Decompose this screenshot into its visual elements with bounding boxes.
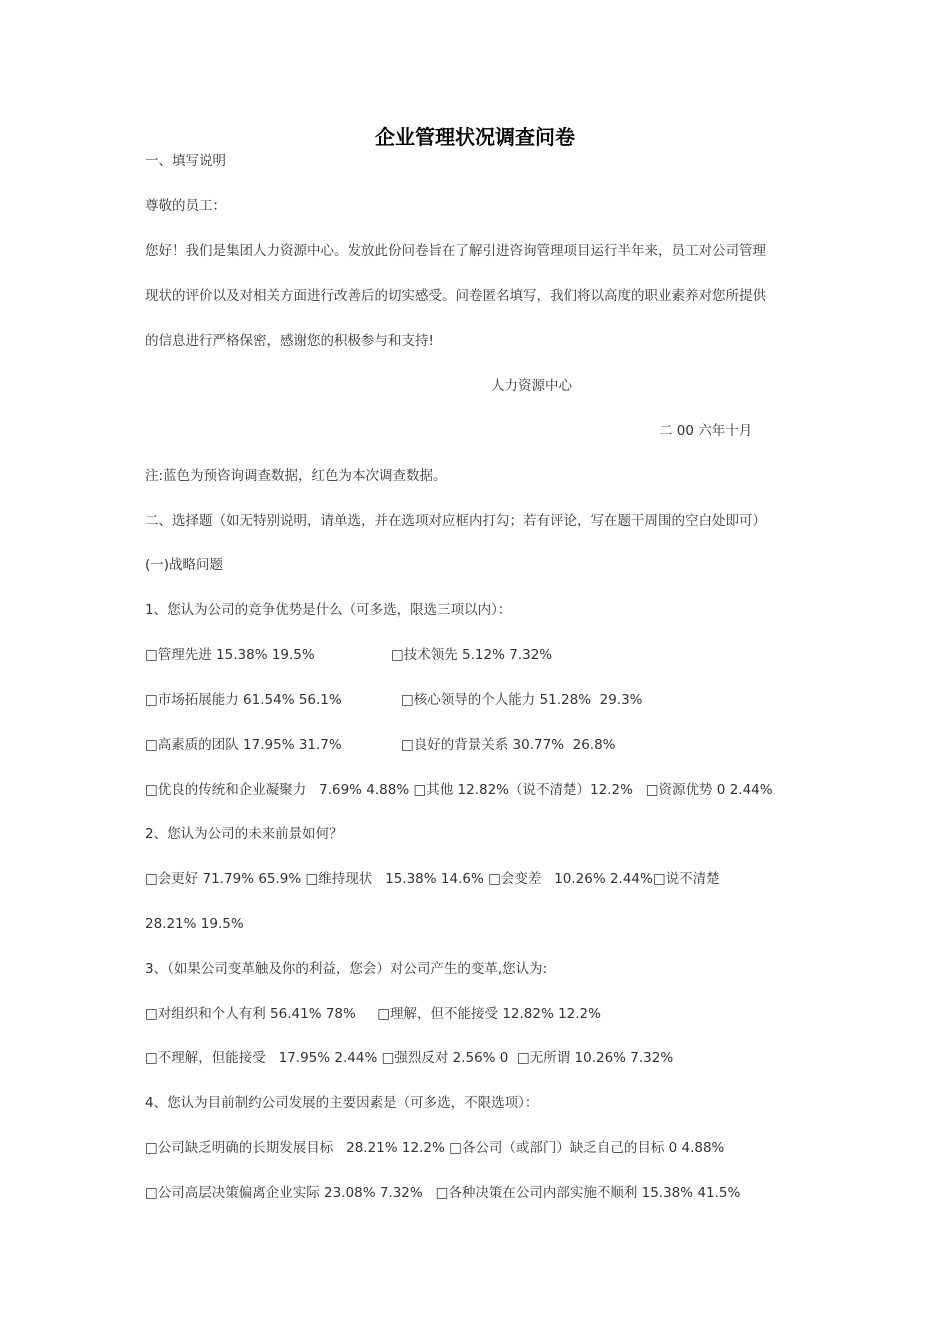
q4-options-row-1: □公司缺乏明确的长期发展目标 28.21% 12.2% □各公司（或部门）缺乏自己的目标 0 4.88% bbox=[145, 1140, 725, 1156]
q1-option-management: □管理先进 15.38% 19.5% bbox=[145, 647, 315, 663]
greeting: 尊敬的员工： bbox=[145, 198, 226, 214]
q3-options-row-2: □不理解，但能接受 17.95% 2.44% □强烈反对 2.56% 0 □无所谓 10.26% 7.32% bbox=[145, 1050, 674, 1066]
q1-option-market: □市场拓展能力 61.54% 56.1% bbox=[145, 692, 342, 708]
q1-options-row-4: □优良的传统和企业凝聚力 7.69% 4.88% □其他 12.82%（说不清楚）12.2% □资源优势 0 2.44% bbox=[145, 782, 773, 798]
section-heading-instructions: 一、填写说明 bbox=[145, 153, 226, 169]
question-3: 3、（如果公司变革触及你的利益，您会）对公司产生的变革,您认为: bbox=[145, 961, 548, 977]
section-heading-choice: 二、选择题（如无特别说明，请单选，并在选项对应框内打勾；若有评论，写在题干周围的空白处即可） bbox=[145, 513, 766, 529]
color-note: 注:蓝色为预咨询调查数据，红色为本次调查数据。 bbox=[145, 468, 447, 484]
intro-line-3: 的信息进行严格保密，感谢您的积极参与和支持! bbox=[145, 333, 434, 349]
q2-options-row-2: 28.21% 19.5% bbox=[145, 916, 244, 932]
q1-option-leadership: □核心领导的个人能力 51.28% 29.3% bbox=[401, 692, 643, 708]
q2-options-row-1: □会更好 71.79% 65.9% □维持现状 15.38% 14.6% □会变差 10.26% 2.44%□说不清楚 bbox=[145, 871, 720, 887]
document-title: 企业管理状况调查问卷 bbox=[375, 125, 575, 149]
q4-options-row-2: □公司高层决策偏离企业实际 23.08% 7.32% □各种决策在公司内部实施不顺利 15.38% 41.5% bbox=[145, 1185, 741, 1201]
date: 二 00 六年十月 bbox=[659, 423, 753, 439]
signature: 人力资源中心 bbox=[491, 378, 572, 394]
intro-line-1: 您好！我们是集团人力资源中心。发放此份问卷旨在了解引进咨询管理项目运行半年来，员工对公司管理 bbox=[145, 243, 766, 259]
question-4: 4、您认为目前制约公司发展的主要因素是（可多选，不限选项）： bbox=[145, 1095, 539, 1111]
q1-option-relations: □良好的背景关系 30.77% 26.8% bbox=[401, 737, 616, 753]
q3-options-row-1: □对组织和个人有利 56.41% 78% □理解，但不能接受 12.82% 12.2% bbox=[145, 1006, 601, 1022]
q1-option-team: □高素质的团队 17.95% 31.7% bbox=[145, 737, 342, 753]
question-1: 1、您认为公司的竞争优势是什么（可多选，限选三项以内）： bbox=[145, 602, 512, 618]
question-2: 2、您认为公司的未来前景如何？ bbox=[145, 826, 343, 842]
intro-line-2: 现状的评价以及对相关方面进行改善后的切实感受。问卷匿名填写，我们将以高度的职业素养对您所提供 bbox=[145, 288, 766, 304]
q1-option-technology: □技术领先 5.12% 7.32% bbox=[391, 647, 553, 663]
subsection-strategy: (一)战略问题 bbox=[145, 557, 224, 573]
